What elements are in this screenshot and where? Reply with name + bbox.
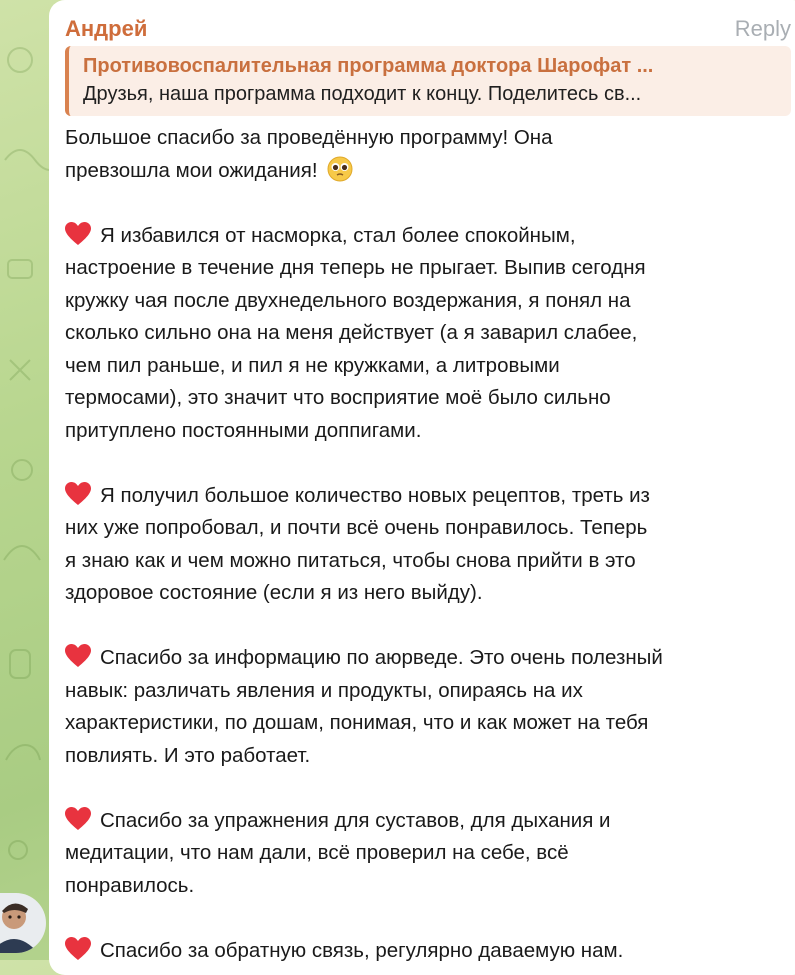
point-line: кружку чая после двухнедельного воздержания, я понял на (65, 288, 631, 312)
red-heart-icon (65, 644, 91, 668)
pleading-face-icon (327, 156, 353, 182)
message-text (65, 122, 791, 967)
point-line: Спасибо за упражнения для суставов, для дыхания и (100, 808, 611, 832)
point-paragraph-5 (65, 935, 791, 968)
point-line: повлиять. И это работает. (65, 743, 311, 767)
point-line: Я получил большое количество новых рецептов, треть из (100, 483, 650, 507)
red-heart-icon (65, 482, 91, 506)
red-heart-icon (65, 937, 91, 961)
quoted-message-text: Друзья, наша программа подходит к концу. Поделитесь св... (83, 83, 642, 105)
intro-line: Большое спасибо за проведённую программу! Она (65, 126, 553, 149)
point-line: медитации, что нам дали, всё проверил на себе, всё (65, 841, 569, 864)
quoted-message[interactable] (65, 46, 791, 116)
intro-line: превзошла мои ожидания! (65, 158, 318, 182)
point-line: чем пил раньше, и пил я не кружками, а литровыми (65, 353, 560, 377)
point-line: характеристики, по дошам, понимая, что и как может на тебя (65, 711, 649, 734)
point-paragraph-3 (65, 642, 791, 772)
point-paragraph-1 (65, 220, 791, 448)
intro-paragraph (65, 122, 791, 187)
point-line: Спасибо за информацию по аюрведе. Это очень полезный (100, 646, 663, 669)
message-header (65, 12, 791, 46)
point-line: притуплено постоянными доппигами. (65, 418, 422, 442)
sender-name[interactable]: Андрей (65, 16, 148, 41)
point-line: я знаю как и чем можно питаться, чтобы снова прийти в это (65, 548, 636, 572)
point-line: них уже попробовал, и почти всё очень понравилось. Теперь (65, 516, 648, 539)
quoted-message-title: Противовоспалительная программа доктора Шарофат ... (83, 55, 654, 77)
reply-button[interactable]: Reply (734, 16, 791, 41)
point-line: Спасибо за обратную связь, регулярно даваемую нам. (100, 938, 624, 962)
point-paragraph-4 (65, 805, 791, 903)
point-line: сколько сильно она на меня действует (а я заварил слабее, (65, 321, 638, 344)
point-paragraph-2 (65, 480, 791, 610)
red-heart-icon (65, 222, 91, 246)
point-line: настроение в течение дня теперь не прыгает. Выпив сегодня (65, 256, 646, 279)
point-line: Я избавился от насморка, стал более спокойным, (100, 223, 576, 247)
red-heart-icon (65, 807, 91, 831)
point-line: понравилось. (65, 873, 195, 897)
point-line: навык: различать явления и продукты, опираясь на их (65, 678, 583, 702)
message-bubble (49, 0, 795, 975)
point-line: термосами), это значит что восприятие моё было сильно (65, 386, 611, 409)
point-line: здоровое состояние (если я из него выйду). (65, 581, 483, 604)
